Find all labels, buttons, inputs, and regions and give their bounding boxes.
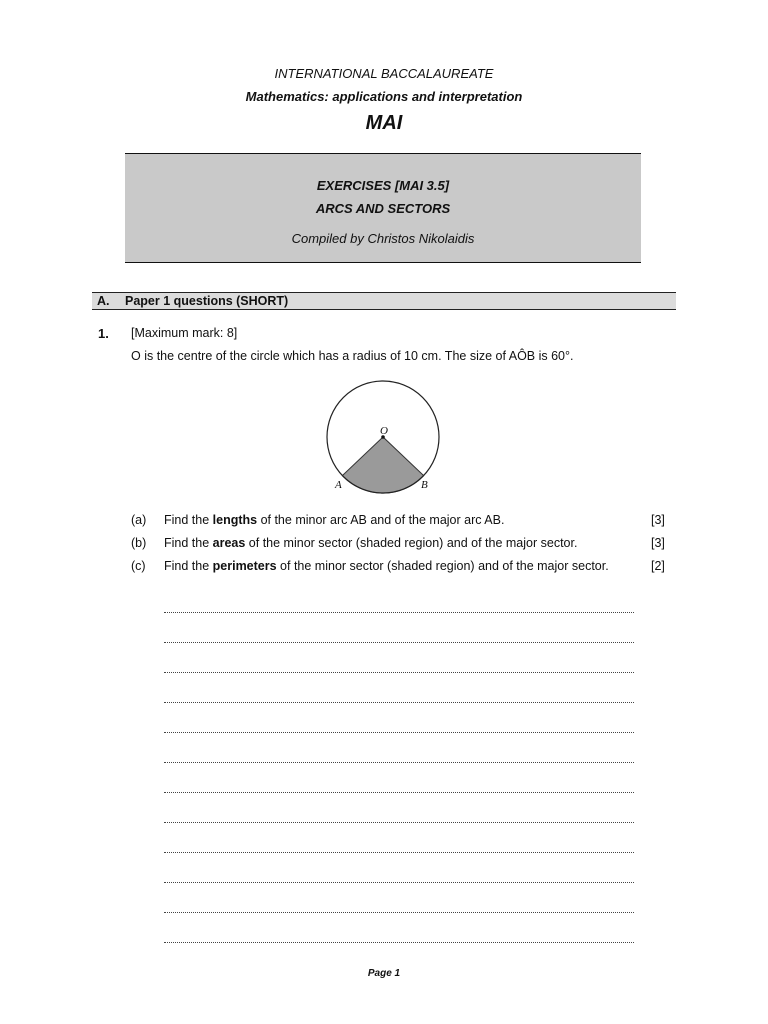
part-b-marks: [3] xyxy=(651,536,665,550)
part-b-label: (b) xyxy=(131,536,147,550)
course-code: MAI xyxy=(365,112,403,134)
part-a-text: Find the lengths of the minor arc AB and of the major arc AB. xyxy=(164,513,505,527)
label-a: A xyxy=(335,479,342,491)
answer-line xyxy=(164,642,634,643)
answer-line xyxy=(164,762,634,763)
answer-line xyxy=(164,882,634,883)
part-b-keyword: areas xyxy=(212,536,246,550)
circle-sector-diagram xyxy=(318,378,448,496)
part-c-keyword: perimeters xyxy=(212,559,277,573)
question-max-mark: [Maximum mark: 8] xyxy=(131,326,238,340)
answer-line xyxy=(164,672,634,673)
title-box xyxy=(125,153,641,263)
part-a-label: (a) xyxy=(131,513,147,527)
answer-line xyxy=(164,612,634,613)
part-a-marks: [3] xyxy=(651,513,665,527)
answer-line xyxy=(164,822,634,823)
section-letter: A. xyxy=(97,294,110,308)
exercise-topic: ARCS AND SECTORS xyxy=(315,201,451,216)
answer-line xyxy=(164,942,634,943)
answer-line xyxy=(164,912,634,913)
question-number: 1. xyxy=(98,326,109,341)
label-o: O xyxy=(380,425,388,437)
answer-line xyxy=(164,852,634,853)
subject-title: Mathematics: applications and interpretation xyxy=(245,89,523,104)
question-stem: O is the centre of the circle which has a radius of 10 cm. The size of AÔB is 60°. xyxy=(131,349,574,363)
section-title: Paper 1 questions (SHORT) xyxy=(125,294,289,308)
answer-line xyxy=(164,732,634,733)
part-b-text: Find the areas of the minor sector (shaded region) and of the major sector. xyxy=(164,536,578,550)
compiled-by: Compiled by Christos Nikolaidis xyxy=(291,231,475,246)
label-b: B xyxy=(421,479,428,491)
part-a-keyword: lengths xyxy=(212,513,258,527)
institution-header: INTERNATIONAL BACCALAUREATE xyxy=(274,66,494,81)
answer-line xyxy=(164,792,634,793)
part-c-text: Find the perimeters of the minor sector (shaded region) and of the major sector. xyxy=(164,559,609,573)
exercise-title: EXERCISES [MAI 3.5] xyxy=(316,178,450,193)
section-header xyxy=(92,292,676,310)
answer-line xyxy=(164,702,634,703)
part-c-label: (c) xyxy=(131,559,146,573)
part-c-marks: [2] xyxy=(651,559,665,573)
page-number: Page 1 xyxy=(367,968,401,979)
